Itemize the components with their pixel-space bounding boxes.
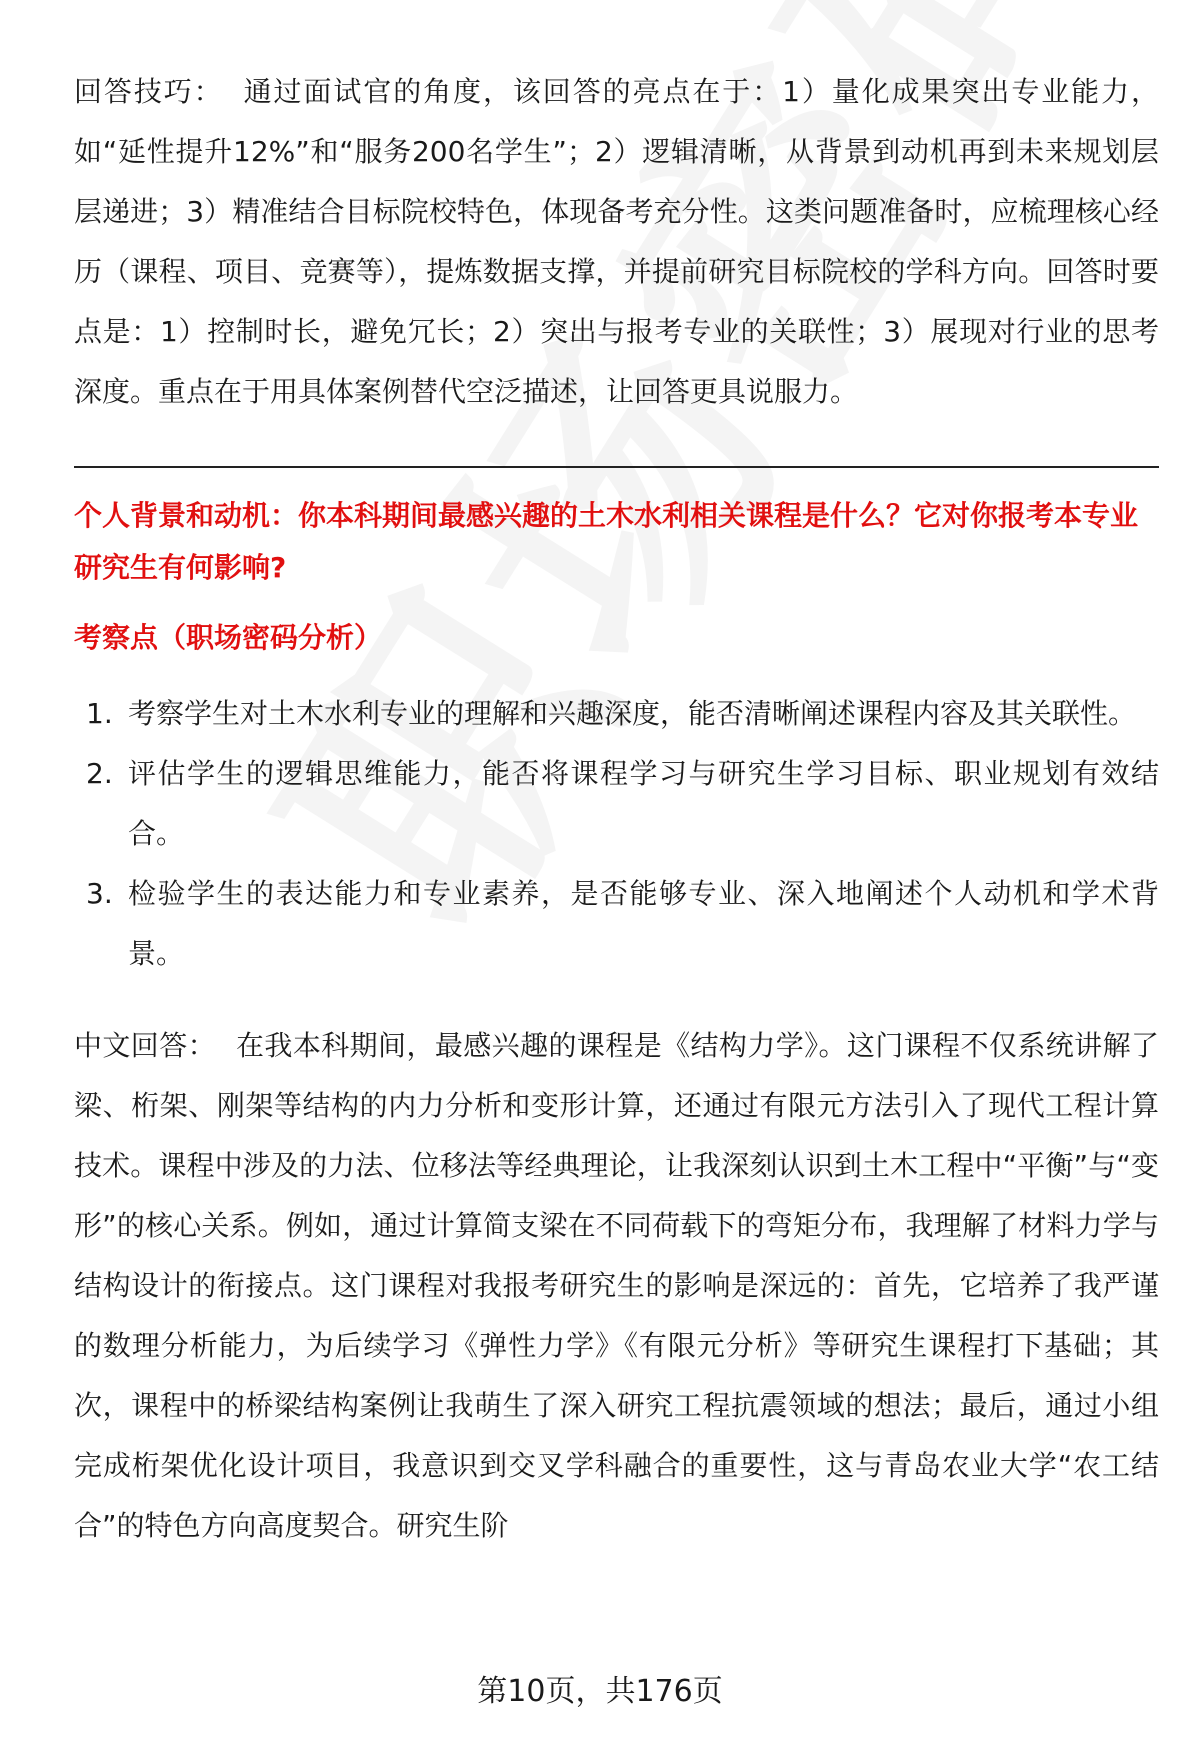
assessment-list — [74, 684, 1159, 984]
chinese-answer-paragraph — [74, 1016, 1159, 1556]
list-item — [74, 744, 1159, 864]
section-divider — [74, 466, 1159, 468]
page-content — [74, 62, 1159, 1556]
answer-tip-label: 回答技巧： — [74, 75, 224, 108]
answer-tip-text: 通过面试官的角度，该回答的亮点在于：1）量化成果突出专业能力，如“延性提升12%”和“服务200名学生”；2）逻辑清晰，从背景到动机再到未来规划层层递进；3）精准结合目标院校特色，体现备考充分性。这类问题准备时，应梳理核心经历（课程、项目、竞赛等），提炼数据支撑，并提前研究目标院校的学科方向。回答时要点是：1）控制时长，避免冗长；2）突出与报考专业的关联性；3）展现对行业的思考深度。重点在于用具体案例替代空泛描述，让回答更具说服力。 — [74, 75, 1159, 408]
chinese-answer-text: 在我本科期间，最感兴趣的课程是《结构力学》。这门课程不仅系统讲解了梁、桁架、刚架等结构的内力分析和变形计算，还通过有限元方法引入了现代工程计算技术。课程中涉及的力法、位移法等经典理论，让我深刻认识到土木工程中“平衡”与“变形”的核心关系。例如，通过计算简支梁在不同荷载下的弯矩分布，我理解了材料力学与结构设计的衔接点。这门课程对我报考研究生的影响是深远的：首先，它培养了我严谨的数理分析能力，为后续学习《弹性力学》《有限元分析》等研究生课程打下基础；其次，课程中的桥梁结构案例让我萌生了深入研究工程抗震领域的想法；最后，通过小组完成桁架优化设计项目，我意识到交叉学科融合的重要性，这与青岛农业大学“农工结合”的特色方向高度契合。研究生阶 — [74, 1029, 1159, 1542]
question-heading: 个人背景和动机：你本科期间最感兴趣的土木水利相关课程是什么？它对你报考本专业研究生有何影响? — [74, 499, 1139, 584]
page-number: 第10页，共176页 — [477, 1674, 723, 1709]
chinese-answer-label: 中文回答： — [74, 1029, 217, 1062]
list-item — [74, 684, 1159, 744]
list-item-text: 评估学生的逻辑思维能力，能否将课程学习与研究生学习目标、职业规划有效结合。 — [128, 757, 1159, 850]
list-number: 2. — [86, 757, 113, 790]
list-item — [74, 864, 1159, 984]
list-number: 1. — [86, 697, 113, 730]
answer-tip-paragraph — [74, 62, 1159, 422]
list-number: 3. — [86, 877, 113, 910]
list-item-text: 检验学生的表达能力和专业素养，是否能够专业、深入地阐述个人动机和学术背景。 — [128, 877, 1159, 970]
list-item-text: 考察学生对土木水利专业的理解和兴趣深度，能否清晰阐述课程内容及其关联性。 — [128, 697, 1137, 730]
assessment-heading: 考察点（职场密码分析） — [74, 621, 383, 654]
